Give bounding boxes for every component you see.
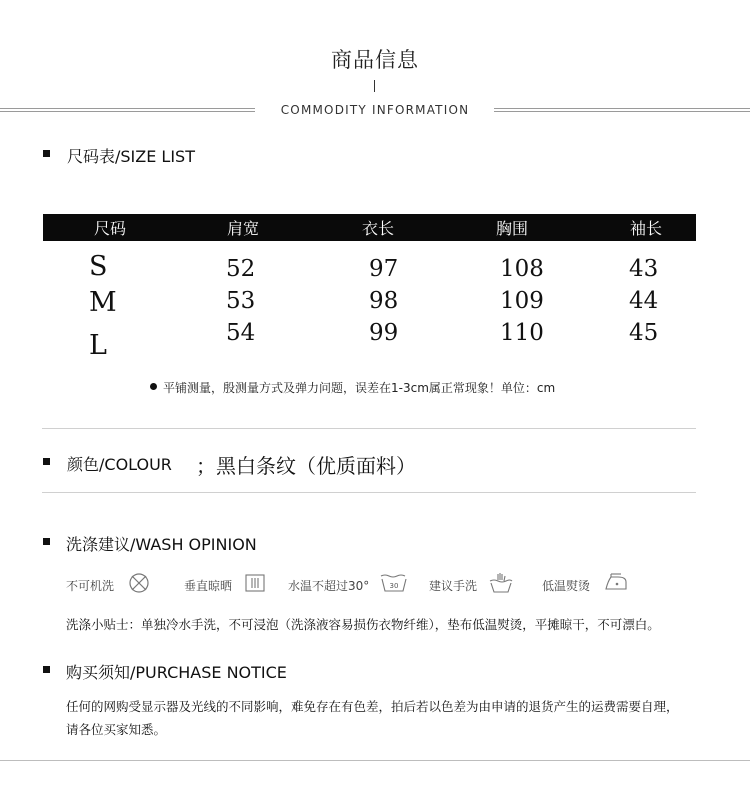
section-divider [42,428,696,429]
page-subtitle: COMMODITY INFORMATION [280,103,470,117]
wash-label: 建议手洗 [429,579,478,593]
size-table-cell: 43 [629,256,659,282]
header-line-left [0,108,255,112]
size-table-cell: 44 [629,288,659,314]
section-bullet [43,458,50,465]
page-title: 商品信息 [331,48,419,72]
title-tick-divider [374,80,375,92]
size-table-col-shoulder: 肩宽 [227,219,260,238]
hand-wash-icon [488,572,514,598]
size-list-title: 尺码表/SIZE LIST [67,147,195,166]
low-iron-icon [603,573,629,597]
measurement-note: 平铺测量，殷测量方式及弹力问题，误差在1-3cm属正常现象！单位：cm [163,381,556,395]
size-table-cell: 54 [226,320,256,346]
wash-label: 垂直晾晒 [184,579,233,593]
size-table-cell: 97 [369,256,399,282]
size-table-cell: L [89,330,107,361]
size-table-cell: 52 [226,256,256,282]
size-table-cell: 109 [500,288,544,314]
purchase-title: 购买须知/PURCHASE NOTICE [66,663,287,682]
wash-label: 低温熨烫 [542,579,591,593]
size-table-col-bust: 胸围 [496,219,529,238]
size-table-cell: 53 [226,288,256,314]
size-table-cell: 110 [500,320,544,346]
wash-label: 不可机洗 [66,579,115,593]
size-table-col-length: 衣长 [362,219,395,238]
wash-title: 洗涤建议/WASH OPINION [66,535,257,554]
section-divider [42,492,696,493]
header-line-right [494,108,750,112]
note-bullet-icon [150,383,157,390]
purchase-notice-line: 请各位买家知悉。 [66,722,167,737]
size-table-cell: 98 [369,288,399,314]
footer-divider [0,760,750,761]
no-machine-wash-icon [128,572,150,598]
colour-value: ；黑白条纹（优质面料） [196,454,416,478]
wash-30-icon [380,573,408,597]
size-table-col-size: 尺码 [94,219,127,238]
purchase-notice-line: 任何的网购受显示器及光线的不同影响，难免存在有色差，拍后若以色差为由申请的退货产生的运费需要自理， [66,699,679,714]
section-bullet [43,150,50,157]
size-table-col-sleeve: 袖长 [630,219,663,238]
section-bullet [43,666,50,673]
size-table-cell: 108 [500,256,544,282]
size-table-cell: 99 [369,320,399,346]
wash-tip: 洗涤小贴士：单独冷水手洗，不可浸泡（洗涤液容易损伤衣物纤维），垫布低温熨烫，平摊晾干，不可漂白。 [66,617,660,632]
wash-30-icon-text: 30 [389,582,399,590]
size-table-cell: M [89,287,117,318]
section-bullet [43,538,50,545]
colour-title: 颜色/COLOUR [67,455,172,474]
hang-dry-icon [245,574,265,596]
wash-label: 水温不超过30° [288,579,370,593]
size-table-cell: S [89,251,108,282]
size-table-cell: 45 [629,320,659,346]
